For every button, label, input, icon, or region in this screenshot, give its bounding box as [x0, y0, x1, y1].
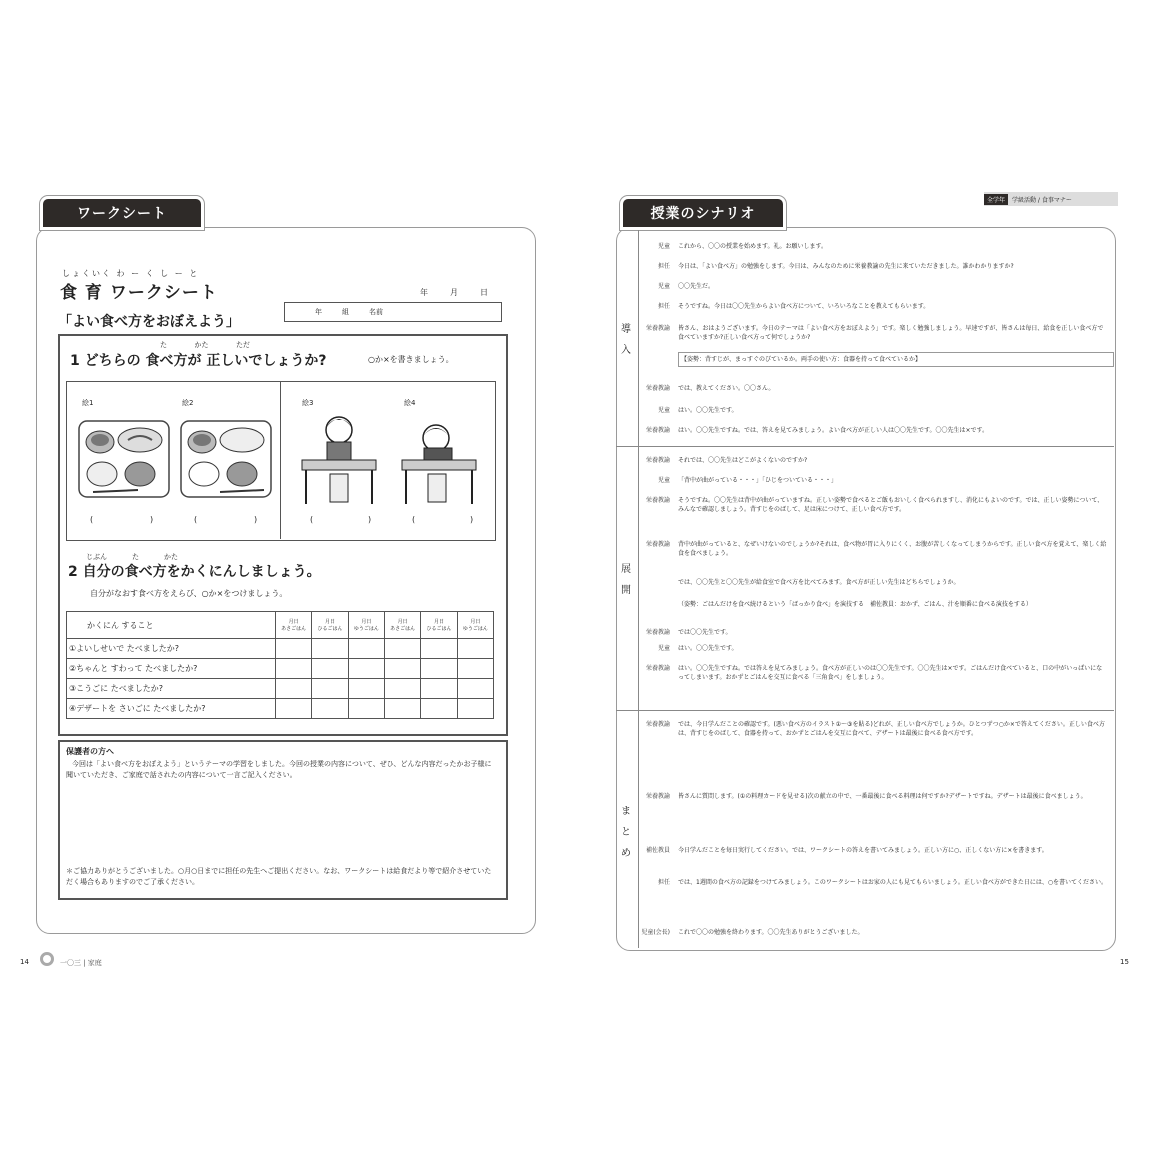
- date-year: 年: [420, 288, 428, 297]
- page-number-right: 15: [1120, 958, 1129, 966]
- scenario-row: 栄養教諭 皆さんに質問します。(①の料理カードを見せる)次の献立の中で、一番最後に食べる料理は何ですか?デザートですね。デザートは最後に食べましょう。: [645, 793, 1087, 800]
- date-day: 日: [480, 288, 488, 297]
- scenario-row: 児童 「背中が曲がっている・・・」「ひじをついている・・・」: [657, 477, 838, 484]
- name-class: 組: [342, 308, 349, 316]
- scenario-row: （姿勢：ごはんだけを食べ続けるという「ばっかり食べ」を演技する 補佐教員：おかず、ごはん、汁を順番に食べる演技をする）: [678, 601, 1032, 608]
- scenario-row: 児童 はい。〇〇先生です。: [657, 407, 738, 414]
- q1-ruby: た かた ただ: [160, 341, 250, 349]
- check-table: [66, 611, 494, 719]
- name-label: 名前: [369, 308, 383, 316]
- scenario-row: 栄養教諭 背中が曲がっていると、なぜいけないのでしょうか?それは、食べ物が胃に入りにくく、お腹が苦しくなってしまうからです。正しい食べ方を覚えて、楽しく給食を食べましょう。: [645, 541, 1107, 557]
- question-1: 1 どちらの 食べ方が 正しいでしょうか?: [70, 353, 327, 369]
- phase-intro: [616, 232, 1114, 444]
- scenario-row: 栄養教諭 はい。〇〇先生ですね。では答えを見てみましょう。食べ方が正しいのは〇〇先生です。〇〇先生は×です。ごはんだけ食べていると、口の中がいっぱいになってしまいます。おかずとごはんを交互に食べる「三角食べ」をしましょう。: [645, 665, 1103, 681]
- phase-summary-label: ま と め: [621, 805, 631, 859]
- scenario-row: 担任 そうですね。今日は〇〇先生からよい食べ方について、いろいろなことを教えてもらいます。: [657, 303, 930, 310]
- scenario-row: 栄養教諭 それでは、〇〇先生はどこがよくないのですか?: [645, 457, 808, 464]
- cd-icon: [40, 952, 54, 966]
- scenario-row: 児童 〇〇先生だ。: [657, 283, 715, 290]
- answer-2-open: (: [194, 515, 198, 524]
- header-badge: 全学年: [984, 194, 1008, 205]
- q2-ruby: じぶん た かた: [86, 553, 178, 561]
- scenario-row: 栄養教諭 はい。〇〇先生ですね。では、答えを見てみましょう。よい食べ方が正しい人は〇〇先生です。〇〇先生は×です。: [645, 427, 989, 434]
- picture-label-1: 絵1: [82, 399, 94, 407]
- question-2-note: 自分がなおす食べ方をえらび、○か×をつけましょう。: [90, 589, 288, 598]
- table-header: かくにん すること: [67, 612, 276, 639]
- table-header-cell: 月日 ひるごはん: [421, 612, 457, 639]
- scenario-row: 栄養教諭 皆さん、おはようございます。今日のテーマは「よい食べ方をおぼえよう」です。楽しく勉強しましょう。早速ですが、皆さんは毎日、給食を正しい食べ方で食べていますか?正しい食べ方って何でしょうか?: [645, 325, 1104, 341]
- answer-3-open: (: [310, 515, 314, 524]
- tray-picture-2: [180, 420, 272, 498]
- phase-development: [616, 448, 1114, 708]
- answer-1-close: ): [150, 515, 154, 524]
- phase-divider-2: [616, 710, 1114, 711]
- scenario-tab: 授業のシナリオ: [620, 196, 786, 230]
- page-number-left: 14: [20, 958, 29, 966]
- pictures-divider: [280, 381, 281, 539]
- guardian-footer: ＊ご協力ありがとうございました。○月○日までに担任の先生へご提出ください。なお、ワークシートは給食だより等で紹介させていただく場合もありますのでご了承ください。: [66, 867, 492, 886]
- scenario-row: 児童 はい。〇〇先生です。: [657, 645, 738, 652]
- worksheet-subtitle: 「よい食べ方をおぼえよう」: [58, 314, 240, 330]
- picture-label-4: 絵4: [404, 399, 416, 407]
- answer-3-close: ): [368, 515, 372, 524]
- answer-4-open: (: [412, 515, 416, 524]
- table-row: ①よいしせいで たべましたか?: [67, 639, 494, 659]
- phase-divider-1: [616, 446, 1114, 447]
- table-row: ②ちゃんと すわって たべましたか?: [67, 659, 494, 679]
- worksheet-tab: ワークシート: [40, 196, 204, 230]
- name-year: 年: [315, 308, 322, 316]
- scenario-row: 担任 では、1週間の食べ方の記録をつけてみましょう。このワークシートはお家の人にも見てもらいましょう。正しい食べ方ができた日には、○を書いてください。: [657, 879, 1108, 886]
- scenario-row: では、〇〇先生と〇〇先生が給食室で食べ方を比べてみます。食べ方が正しい先生はどちらでしょうか。: [678, 579, 960, 586]
- picture-label-3: 絵3: [302, 399, 314, 407]
- table-header-cell: 月日 あさごはん: [276, 612, 312, 639]
- child-picture-3: [296, 408, 382, 508]
- header-label: 学級活動 / 食事マナー: [1012, 196, 1072, 204]
- scenario-row: 栄養教諭 では〇〇先生です。: [645, 629, 732, 636]
- table-header-cell: 月日 ひるごはん: [312, 612, 348, 639]
- scenario-row: 児童(会長) これで〇〇の勉強を終わります。〇〇先生ありがとうございました。: [641, 929, 864, 936]
- table-header-row: [67, 612, 494, 639]
- answer-2-close: ): [254, 515, 258, 524]
- table-header-cell: 月日 ゆうごはん: [348, 612, 384, 639]
- question-1-note: ○か×を書きましょう。: [368, 355, 454, 364]
- table-header-cell: 月日 ゆうごはん: [457, 612, 493, 639]
- worksheet-title: 食 育 ワークシート: [60, 283, 218, 303]
- title-ruby: しょくいく わ ー く し ー と: [62, 269, 200, 278]
- table-row: ③こうごに たべましたか?: [67, 679, 494, 699]
- scenario-row: 栄養教諭 では、教えてください。〇〇さん。: [645, 385, 775, 392]
- picture-label-2: 絵2: [182, 399, 194, 407]
- scenario-row: 補佐教員 今日学んだことを毎日実行してください。では、ワークシートの答えを書いてみましょう。正しい方に○、正しくない方に×を書きます。: [645, 847, 1048, 854]
- scenario-row: 担任 今日は、「よい食べ方」の勉強をします。今日は、みんなのために栄養教諭の先生に来ていただきました。誰かわかりますか?: [657, 263, 1014, 270]
- scenario-row: 児童 これから、〇〇の授業を始めます。礼。お願いします。: [657, 243, 828, 250]
- table-row: ④デザートを さいごに たべましたか?: [67, 699, 494, 719]
- guardian-body: 今回は「よい食べ方をおぼえよう」というテーマの学習をしました。今回の授業の内容について、ぜひ、どんな内容だったかお子様に聞いていただき、ご家庭で話されたの内容について一言ご記入ください。: [66, 760, 492, 779]
- date-month: 月: [450, 288, 458, 297]
- guardian-heading: 保護者の方へ: [66, 747, 114, 756]
- answer-4-close: ): [470, 515, 474, 524]
- phase-summary: [616, 712, 1114, 948]
- table-header-cell: 月日 あさごはん: [384, 612, 420, 639]
- footer-badge: 一〇三 | 家庭: [60, 959, 102, 967]
- scenario-row: 栄養教諭 では、今日学んだことの確認です。(悪い食べ方のイラスト①〜③を貼る)どれが、正しい食べ方でしょうか。ひとつずつ○か×で答えてください。正しい食べ方は、背すじをのばして、食器を持って、おかずとごはんを交互に食べて、デザートは最後に食べる食べ方です。: [645, 721, 1105, 737]
- header-strip: [984, 192, 1118, 206]
- phase-intro-label: 導 入: [621, 324, 631, 356]
- scenario-row: 【姿勢：背すじが、まっすぐのびているか。両手の使い方：食器を持って食べているか】: [636, 352, 1114, 367]
- answer-1-open: (: [90, 515, 94, 524]
- question-2: 2 自分の食べ方をかくにんしましょう。: [68, 564, 321, 580]
- child-picture-4: [396, 418, 482, 508]
- phase-development-label: 展 開: [621, 564, 631, 596]
- date-fields: [420, 287, 488, 298]
- tray-picture-1: [78, 420, 170, 498]
- name-box[interactable]: [284, 302, 502, 322]
- scenario-row: 栄養教諭 そうですね。〇〇先生は背中が曲がっていますね。正しい姿勢で食べるとご飯もおいしく食べられますし、消化にもよいのです。では、正しい姿勢について、みんなで確認しましょう。背すじをのばして、足は床につけて、正しい食べ方です。: [645, 497, 1104, 513]
